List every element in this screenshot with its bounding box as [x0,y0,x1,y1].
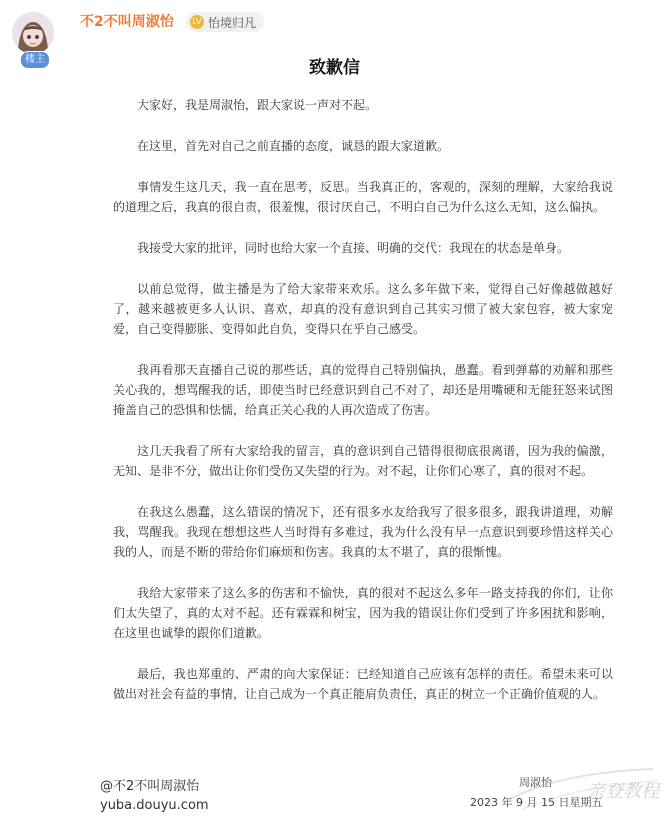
letter-paragraph: 我再看那天直播自己说的那些话，真的觉得自己特别偏执，愚蠢。看到弹幕的劝解和那些关心我的，想骂醒我的话，即使当时已经意识到自己不对了，却还是用嘴硬和无能狂怒来试图掩盖自己的恐惧和怯懦，给真正关心我的人再次造成了伤害。 [113,363,613,417]
avatar[interactable] [12,12,54,54]
letter-paragraph: 我给大家带来了这么多的伤害和不愉快，真的很对不起这么多年一路支持我的你们，让你们太失望了，真的太对不起。还有霖霖和树宝，因为我的错误让你们受到了许多困扰和影响，在这里也诚挚的跟你们道歉。 [113,586,613,640]
avatar-illustration-icon [12,12,54,54]
letter-paragraph: 以前总觉得，做主播是为了给大家带来欢乐。这么多年做下来，觉得自己好像越做越好了，越来越被更多人认识、喜欢，却真的没有意识到自己其实习惯了被大家包容，被大家宠爱，自己变得膨胀、变得如此自负，变得只在乎自己感受。 [113,282,613,336]
watermark-swoosh-icon [493,763,663,813]
username-link[interactable]: 不2不叫周淑怡 [80,14,174,30]
image-watermark-credit [100,777,209,815]
post-header [0,0,669,65]
footer-url: yuba.douyu.com [100,798,209,813]
medal-icon: LV [190,15,204,29]
letter-signature: 周淑怡 [519,776,552,789]
letter-paragraph: 我接受大家的批评，同时也给大家一个直接、明确的交代：我现在的状态是单身。 [137,241,570,255]
letter-paragraph: 在我这么愚蠢，这么错误的情况下，还有很多水友给我写了很多很多，跟我讲道理，劝解我，骂醒我。我现在想想这些人当时得有多难过，我为什么没有早一点意识到要珍惜这样关心我的人，而是不断的带给你们麻烦和伤害。我真的太不堪了，真的很惭愧。 [113,505,613,559]
role-badge: 楼主 [20,51,50,69]
site-watermark: 亲登教程 [587,781,659,802]
letter-paragraph: 最后，我也郑重的、严肃的向大家保证：已经知道自己应该有怎样的责任。希望未来可以做出对社会有益的事情，让自己成为一个真正能肩负责任，真正的树立一个正确价值观的人。 [113,667,613,701]
letter-paragraph: 大家好，我是周淑怡，跟大家说一声对不起。 [137,98,378,112]
letter-title: 致歉信 [309,58,360,78]
letter-paragraph: 这几天我看了所有大家给我的留言，真的意识到自己错得很彻底很离谱，因为我的偏激，无知、是非不分，做出让你们受伤又失望的行为。对不起，让你们心寒了，真的很对不起。 [113,444,613,478]
letter-paragraph: 在这里，首先对自己之前直播的态度，诚恳的跟大家道歉。 [137,139,450,153]
letter-paragraph: 事情发生这几天，我一直在思考，反思。当我真正的，客观的，深刻的理解，大家给我说的道理之后，我真的很自责，很羞愧，很讨厌自己，不明白自己为什么这么无知，这么偏执。 [113,180,613,214]
letter-body [113,95,613,725]
fan-medal[interactable] [186,12,264,32]
letter-date: 2023 年 9 月 15 日星期五 [470,796,603,809]
footer-handle: @不2不叫周淑怡 [100,779,200,794]
medal-name: 怡境归凡 [208,15,257,30]
